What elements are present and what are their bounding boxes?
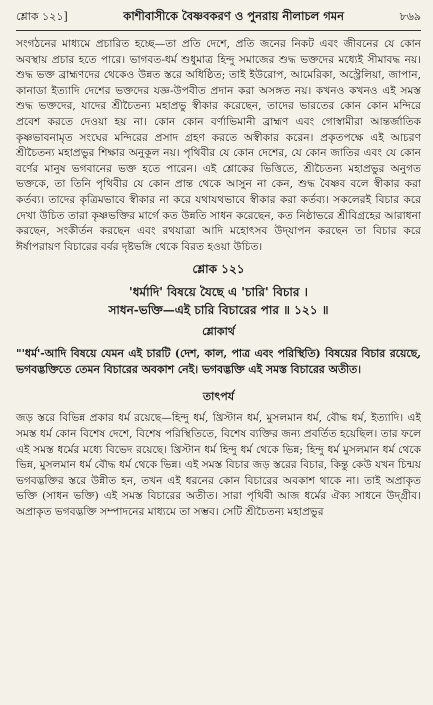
header-rule — [16, 30, 421, 31]
translation-heading: শ্লোকার্থ — [202, 325, 235, 339]
verse-heading: শ্লোক ১২১ — [192, 262, 245, 277]
purport-heading: তাৎপর্য — [202, 390, 235, 404]
purport-text: জড় স্তরে বিভিন্ন প্রকার ধর্ম রয়েছে—হিন্দু ধর্ম, খ্রিস্টান ধর্ম, মুসলমান ধর্ম, বৌদ্ধ ধর্ম, ইত্যাদি। এই সমস্ত ধর্ম কোন বিশেষ দেশে, বিশেষ পরিস্থিতিতে, বিশেষ ব্যক্তির জন্য প্রবর্তিত হয়েছিল। তার ফলে এই সমস্ত ধর্মের মধ্যে বিভেদ রয়েছে। খ্রিস্টান ধর্ম হিন্দু ধর্ম থেকে ভিন্ন; হিন্দু ধর্ম মুসলমান ধর্ম থেকে ভিন্ন, মুসলমান ধর্ম বৌদ্ধ ধর্ম থেকে ভিন্ন। এই সমস্ত বিচার জড় স্তরের বিচার, কিন্তু কেউ যখন চিন্ময় ভগবদ্ভক্তির স্তরে উন্নীত হন, তখন এই ধরনের কোন বিচারের অবকাশ থাকে না। তাই অপ্রাকৃত ভক্তি (সাধন ভক্তি) এই সমস্ত বিচারের অতীত। সারা পৃথিবী আজ ধর্মের ঐক্য সাধনে উদ্‌গ্রীব। অপ্রাকৃত ভগবদ্ভক্তি সম্পাদনের মাধ্যমে তা সম্ভব। সেটি শ্রীচৈতন্য মহাপ্রভুর — [16, 412, 421, 518]
verse-line-2: সাধন-ভক্তি—এই চারি বিচারের পার ॥ ১২১ ॥ — [108, 303, 329, 318]
intro-paragraph: সংগঠনের মাধ্যমে প্রচারিত হচ্ছে—তা প্রতি দেশে, প্রতি জনের নিকট এবং জীবনের যে কোন অবস্থায় প্রচার হতে পারে। ভাগবত-ধর্ম শুধুমাত্র হিন্দু সমাজের শুদ্ধ ভক্তদের মধ্যেই সীমাবদ্ধ নয়। শুদ্ধ ভক্ত ব্রাহ্মণদের থেকেও উন্নত স্তরে অধিষ্ঠিত; তাই ইউরোপ, আমেরিকা, অস্ট্রেলিয়া, জাপান, কানাডা ইত্যাদি দেশের ভক্তদের যজ্ঞ-উপবীত প্রদান করা অসঙ্গত নয়। কখনও কখনও এই সমস্ত শুদ্ধ ভক্তদের, যাদের শ্রীচৈতন্য মহাপ্রভু স্বীকার করেছেন, তাদের ভারতের কোন কোন মন্দিরে প্রবেশ করতে দেওয়া হয় না। কোন কোন বর্ণাভিমানী ব্রাহ্মণ এবং গোস্বামীরা আন্তর্জাতিক কৃষ্ণভাবনামৃত সংঘের মন্দিরের প্রসাদ গ্রহণ করতে অস্বীকার করেন। প্রকৃতপক্ষে এই আচরণ শ্রীচৈতন্য মহাপ্রভুর শিক্ষার অনুকূল নয়। পৃথিবীর যে কোন দেশের, যে কোন জাতির এবং যে কোন বর্ণের মানুষ ভগবানের ভক্ত হতে পারেন। এই শ্লোকের ভিত্তিতে, শ্রীচৈতন্য মহাপ্রভুর অনুগত ভক্তকে, তা তিনি পৃথিবীর যে কোন প্রান্ত থেকে আসুন না কেন, শুদ্ধ বৈষ্ণব বলে স্বীকার করা কর্তব্য। তাদের কৃত্রিমভাবে স্বীকার না করে যথাযথভাবে স্বীকার করা কর্তব্য। সকলেরই বিচার করে দেখা উচিত তারা কৃষ্ণভক্তির মার্গে কত উন্নতি সাধন করেছেন, কত নিষ্ঠাভরে শ্রীবিগ্রহের আরাধনা করছেন, সংকীর্তন করছেন এবং রথযাত্রা আদি মহোৎসব উদ্‌যাপন করছেন তা বিচার করে ঈর্ষাপরায়ণ বিচারের বর্বর দৃষ্টভঙ্গি থেকে বিরত হওয়া উচিত। — [16, 38, 421, 253]
translation-text: "'ধর্ম'-আদি বিষয়ে যেমন এই চারটি (দেশ, কাল, পাত্র এবং পরিস্থিতি) বিষয়ের বিচার রয়েছে, ভগবদ্ভক্তিতে তেমন বিচারের অবকাশ নেই। ভগবদ্ভক্তি এই সমস্ত বিচারের অতীত। — [16, 347, 421, 377]
verse-line-1: 'ধর্মাদি' বিষয়ে যৈছে এ 'চারি' বিচার । — [129, 285, 308, 300]
running-header — [16, 8, 421, 30]
verse-reference: শ্লোক ১২১] — [16, 10, 68, 23]
chapter-title: কাশীবাসীকে বৈষ্ণবকরণ ও পুনরায় নীলাচল গমন — [123, 9, 345, 23]
page-number: ৮৬৯ — [399, 10, 421, 23]
